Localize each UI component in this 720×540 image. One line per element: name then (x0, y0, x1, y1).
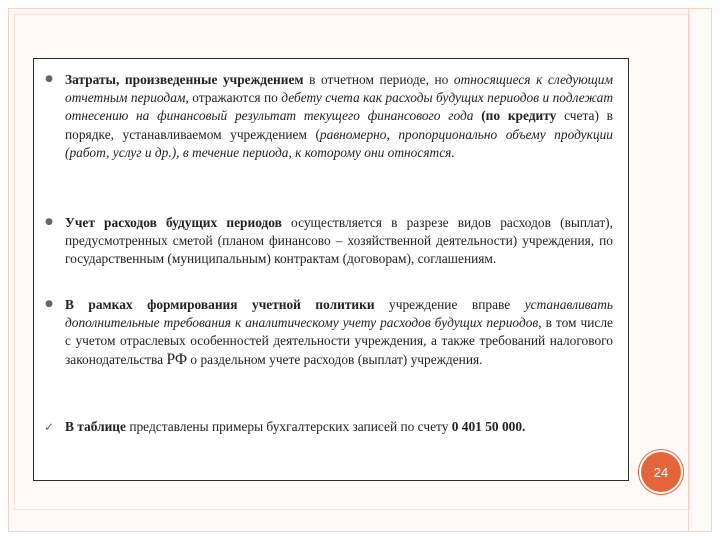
item-3-rf: РФ (166, 350, 188, 368)
item-1-italic-b: дебету счета как расходы будущих периодов и подлежат отнесению на финансовый результат текущего финансового года (65, 90, 613, 124)
slide-right-rule (688, 8, 689, 532)
item-1-lead: Затраты, произведенные учреждением (65, 72, 304, 87)
item-1-bold-credit: (по кредиту (473, 108, 557, 124)
bullet-item-3 (65, 296, 613, 369)
content-panel (33, 58, 629, 481)
item-3-lead: В рамках формирования учетной политики (65, 297, 375, 312)
item-3-text-c: о раздельном учете расходов (выплат) учреждения. (187, 351, 483, 367)
item-3-italic: устанавливать дополнительные требования к аналитическому учету расходов будущих периодов (65, 297, 613, 331)
item-3-text-a: учреждение вправе (374, 297, 525, 312)
bullet-check-icon: ✓ (43, 420, 55, 434)
bullet-dot-icon: ● (45, 217, 53, 227)
item-4-text: представлены примеры бухгалтерских записей по счету (125, 419, 452, 434)
item-1-italic-c: равномерно, пропорционально объему продукции (работ, услуг и др.), в течение периода, к которому они относятся. (65, 126, 613, 160)
item-1-italic-a: относящиеся к следующим отчетным периодам (65, 72, 613, 106)
item-1-text-b: , отражаются по (185, 90, 282, 106)
bullet-item-4 (65, 418, 613, 436)
bullet-item-1 (65, 71, 613, 162)
item-4-account: 0 401 50 000. (451, 419, 526, 434)
item-3-text-b: , в том числе с учетом отраслевых особенностей деятельности учреждения, а также требований налогового законодательства (65, 315, 613, 367)
item-1-text-c: счета) в порядке, устанавливаемом учреждением ( (65, 108, 613, 142)
page-number-badge: 24 (641, 452, 681, 492)
item-2-lead: Учет расходов будущих периодов (65, 215, 282, 230)
bullet-item-2 (65, 214, 613, 269)
item-2-text: осуществляется в разрезе видов расходов (выплат), предусмотренных сметой (планом финансово – хозяйственной деятельности) учреждения, по государственным (муниципальным) контрактам (договорам), соглашениям. (65, 215, 613, 267)
item-4-lead: В таблице (65, 419, 126, 434)
bullet-dot-icon: ● (45, 74, 53, 84)
item-1-text-a: в отчетном периоде, но (303, 72, 454, 87)
bullet-dot-icon: ● (45, 299, 53, 309)
